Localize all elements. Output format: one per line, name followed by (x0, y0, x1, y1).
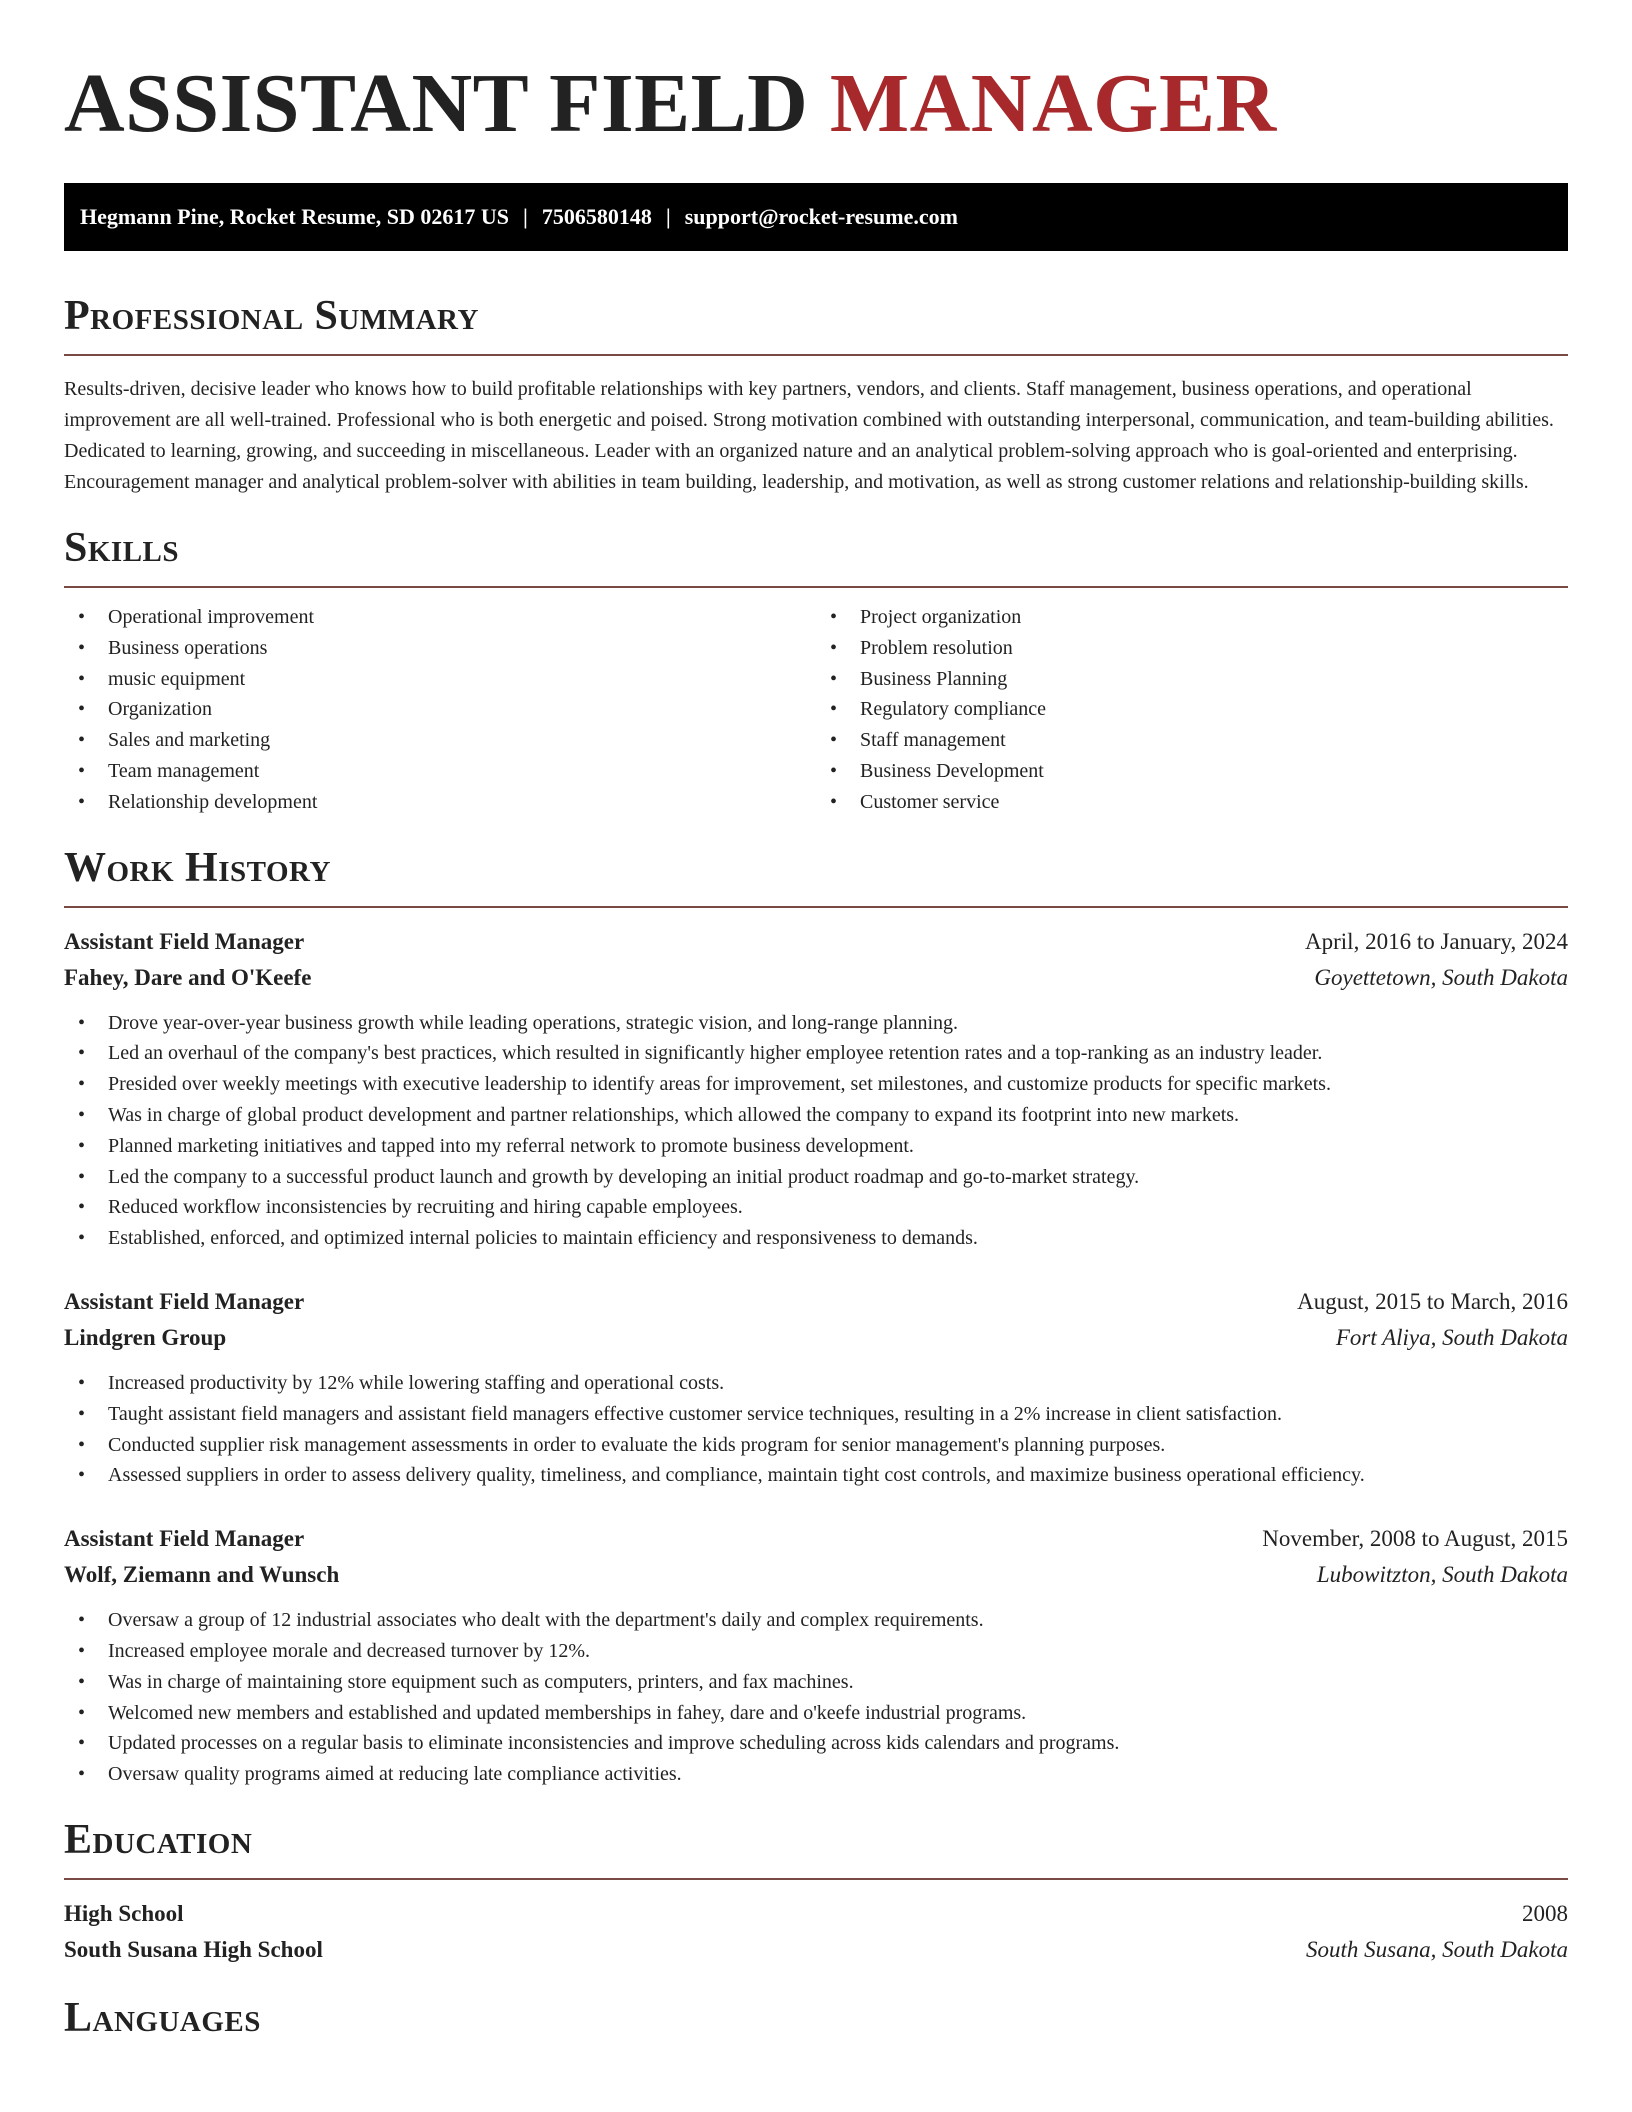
contact-phone: 7506580148 (541, 204, 652, 229)
skill-item: • Relationship development (64, 787, 816, 818)
job-bullets (64, 1368, 1568, 1491)
job-bullet: • Oversaw a group of 12 industrial associates who dealt with the department's daily and complex requirements. (64, 1605, 1568, 1636)
job-bullet: • Reduced workflow inconsistencies by recruiting and hiring capable employees. (64, 1192, 1568, 1223)
job-bullet: • Led the company to a successful product launch and growth by developing an initial product roadmap and go-to-market strategy. (64, 1162, 1568, 1193)
skills-list-right (816, 602, 1568, 818)
skill-item: • Business Planning (816, 664, 1568, 695)
education-heading: Education (64, 1816, 253, 1863)
education-section (64, 1816, 1568, 1968)
job-bullet: • Was in charge of maintaining store equipment such as computers, printers, and fax machines. (64, 1667, 1568, 1698)
summary-text: Results-driven, decisive leader who knows how to build profitable relationships with key partners, vendors, and clients. Staff management, business operations, and operational improvement are all well-trained. Professional who is both energetic and poised. Strong motivation combined with outstanding interpersonal, communication, and team-building abilities. Dedicated to learning, growing, and succeeding in miscellaneous. Leader with an organized nature and an analytical problem-solving approach who is goal-oriented and enterprising. Encouragement manager and analytical problem-solver with abilities in team building, leadership, and motivation, as well as strong customer relations and relationship-building skills. (64, 378, 1554, 493)
education-school: South Susana High School (64, 1936, 323, 1962)
skill-item: • Business operations (64, 633, 816, 664)
skills-columns (64, 602, 1568, 818)
job-bullet: • Updated processes on a regular basis to eliminate inconsistencies and improve scheduling across kids calendars and programs. (64, 1728, 1568, 1759)
job-entry (64, 1284, 1568, 1491)
job-bullet: • Was in charge of global product development and partner relationships, which allowed the company to expand its footprint into new markets. (64, 1100, 1568, 1131)
job-bullet: • Welcomed new members and established and updated memberships in fahey, dare and o'keefe industrial programs. (64, 1698, 1568, 1729)
title-accent-text: MANAGER (829, 57, 1277, 150)
contact-separator: | (523, 204, 528, 229)
section-divider (64, 354, 1568, 356)
skill-item: • Sales and marketing (64, 725, 816, 756)
job-dates: November, 2008 to August, 2015 (1262, 1526, 1568, 1552)
languages-heading: Languages (64, 1994, 261, 2041)
skill-item: • Problem resolution (816, 633, 1568, 664)
summary-section (64, 292, 1568, 498)
job-company: Lindgren Group (64, 1324, 227, 1350)
job-bullet: • Planned marketing initiatives and tapped into my referral network to promote business development. (64, 1131, 1568, 1162)
skill-item: • Operational improvement (64, 602, 816, 633)
work-history-heading: Work History (64, 844, 331, 891)
job-location: Fort Aliya, South Dakota (1335, 1324, 1568, 1350)
job-bullet: • Increased productivity by 12% while lowering staffing and operational costs. (64, 1368, 1568, 1399)
education-degree: High School (64, 1900, 184, 1926)
job-bullet: • Conducted supplier risk management assessments in order to evaluate the kids program for senior management's planning purposes. (64, 1430, 1568, 1461)
contact-email: support@rocket-resume.com (684, 204, 958, 229)
section-divider (64, 586, 1568, 588)
skill-item: • music equipment (64, 664, 816, 695)
contact-bar (64, 183, 1568, 251)
section-divider (64, 1878, 1568, 1880)
job-bullet: • Established, enforced, and optimized internal policies to maintain efficiency and responsiveness to demands. (64, 1223, 1568, 1254)
contact-separator: | (665, 204, 671, 229)
title-text: ASSISTANT FIELD (64, 57, 809, 150)
job-bullets (64, 1605, 1568, 1790)
job-title: Assistant Field Manager (64, 1526, 305, 1552)
job-bullet: • Taught assistant field managers and assistant field managers effective customer service techniques, resulting in a 2% increase in client satisfaction. (64, 1399, 1568, 1430)
job-company: Fahey, Dare and O'Keefe (64, 964, 312, 990)
skill-item: • Customer service (816, 787, 1568, 818)
skill-item: • Business Development (816, 756, 1568, 787)
job-bullet: • Drove year-over-year business growth while leading operations, strategic vision, and long-range planning. (64, 1008, 1568, 1039)
job-title: Assistant Field Manager (64, 928, 305, 954)
skills-section (64, 524, 1568, 818)
skill-item: • Team management (64, 756, 816, 787)
job-bullet: • Increased employee morale and decreased turnover by 12%. (64, 1636, 1568, 1667)
job-dates: August, 2015 to March, 2016 (1297, 1288, 1568, 1314)
skill-item: • Staff management (816, 725, 1568, 756)
job-bullet: • Presided over weekly meetings with executive leadership to identify areas for improvement, set milestones, and customize products for specific markets. (64, 1069, 1568, 1100)
work-history-section (64, 844, 1568, 1790)
contact-address: Hegmann Pine, Rocket Resume, SD 02617 US (80, 204, 509, 229)
section-divider (64, 906, 1568, 908)
skill-item: • Regulatory compliance (816, 694, 1568, 725)
skills-list-left (64, 602, 816, 818)
languages-section (64, 1994, 1568, 2042)
education-location: South Susana, South Dakota (1306, 1936, 1568, 1962)
job-bullet: • Led an overhaul of the company's best practices, which resulted in significantly higher employee retention rates and a top-ranking as an industry leader. (64, 1038, 1568, 1069)
summary-heading: Professional Summary (64, 293, 479, 339)
job-title: Assistant Field Manager (64, 1288, 305, 1314)
job-dates: April, 2016 to January, 2024 (1305, 928, 1568, 954)
job-location: Lubowitzton, South Dakota (1316, 1562, 1568, 1588)
job-bullets (64, 1008, 1568, 1254)
skill-item: • Project organization (816, 602, 1568, 633)
job-entry (64, 924, 1568, 1254)
education-entry (64, 1896, 1568, 1968)
skills-heading: Skills (64, 525, 180, 571)
job-entry (64, 1521, 1568, 1790)
education-year: 2008 (1522, 1900, 1568, 1926)
job-location: Goyettetown, South Dakota (1314, 964, 1568, 990)
skill-item: • Organization (64, 694, 816, 725)
job-bullet: • Oversaw quality programs aimed at reducing late compliance activities. (64, 1759, 1568, 1790)
job-company: Wolf, Ziemann and Wunsch (64, 1562, 340, 1588)
job-bullet: • Assessed suppliers in order to assess delivery quality, timeliness, and compliance, maintain tight cost controls, and maximize business operational efficiency. (64, 1460, 1568, 1491)
resume-title (64, 0, 1568, 150)
